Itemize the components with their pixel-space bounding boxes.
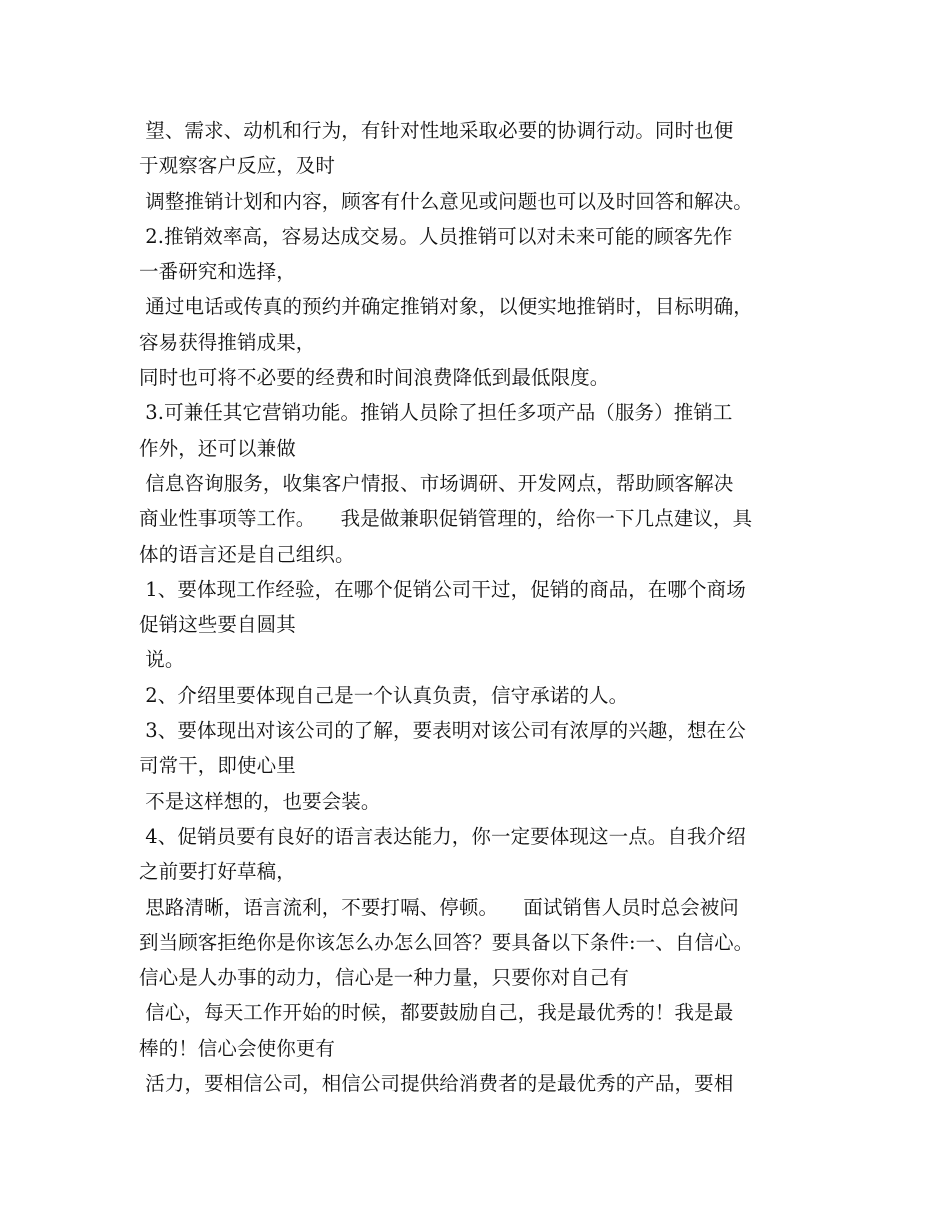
text-line: 4、促销员要有良好的语言表达能力，你一定要体现这一点。自我介绍 [139, 824, 746, 848]
text-line: 同时也可将不必要的经费和时间浪费降低到最低限度。 [139, 366, 610, 390]
text-line: 说。 [139, 648, 185, 672]
text-line: 司常干，即使心里 [139, 754, 296, 778]
text-line: 调整推销计划和内容，顾客有什么意见或问题也可以及时回答和解决。 [139, 189, 753, 213]
text-line: 思路清晰，语言流利，不要打嗝、停顿。 面试销售人员时总会被问 [139, 895, 739, 919]
text-line: 于观察客户反应，及时 [139, 154, 336, 178]
text-line: 作外，还可以兼做 [139, 436, 296, 460]
text-line: 信心，每天工作开始的时候，都要鼓励自己，我是最优秀的！我是最 [139, 1001, 734, 1025]
text-line: 不是这样想的，也要会装。 [139, 789, 381, 813]
text-line: 棒的！信心会使你更有 [139, 1036, 336, 1060]
text-line: 之前要打好草稿， [139, 860, 296, 884]
text-line: 到当顾客拒绝你是你该怎么办怎么回答？要具备以下条件:一、自信心。 [139, 930, 754, 954]
text-line: 3.可兼任其它营销功能。推销人员除了担任多项产品（服务）推销工 [139, 401, 733, 425]
text-line: 望、需求、动机和行为，有针对性地采取必要的协调行动。同时也便 [139, 119, 734, 142]
text-line: 信息咨询服务，收集客户情报、市场调研、开发网点，帮助顾客解决 [139, 471, 734, 495]
text-line: 容易获得推销成果， [139, 330, 316, 354]
text-line: 3、要体现出对该公司的了解，要表明对该公司有浓厚的兴趣，想在公 [139, 719, 746, 743]
text-line: 一番研究和选择， [139, 260, 296, 284]
document-body [139, 113, 829, 1101]
text-line: 2.推销效率高，容易达成交易。人员推销可以对未来可能的顾客先作 [139, 224, 733, 248]
text-line: 活力，要相信公司，相信公司提供给消费者的是最优秀的产品，要相 [139, 1072, 734, 1096]
text-line: 通过电话或传真的预约并确定推销对象，以便实地推销时，目标明确， [139, 295, 753, 319]
text-line: 体的语言还是自己组织。 [139, 542, 355, 566]
text-line: 信心是人办事的动力，信心是一种力量，只要你对自己有 [139, 966, 630, 990]
text-line: 1、要体现工作经验，在哪个促销公司干过，促销的商品，在哪个商场 [139, 577, 746, 601]
text-line: 2、介绍里要体现自己是一个认真负责，信守承诺的人。 [139, 683, 629, 707]
text-line: 促销这些要自圆其 [139, 613, 296, 637]
text-line: 商业性事项等工作。 我是做兼职促销管理的，给你一下几点建议，具 [139, 507, 753, 531]
